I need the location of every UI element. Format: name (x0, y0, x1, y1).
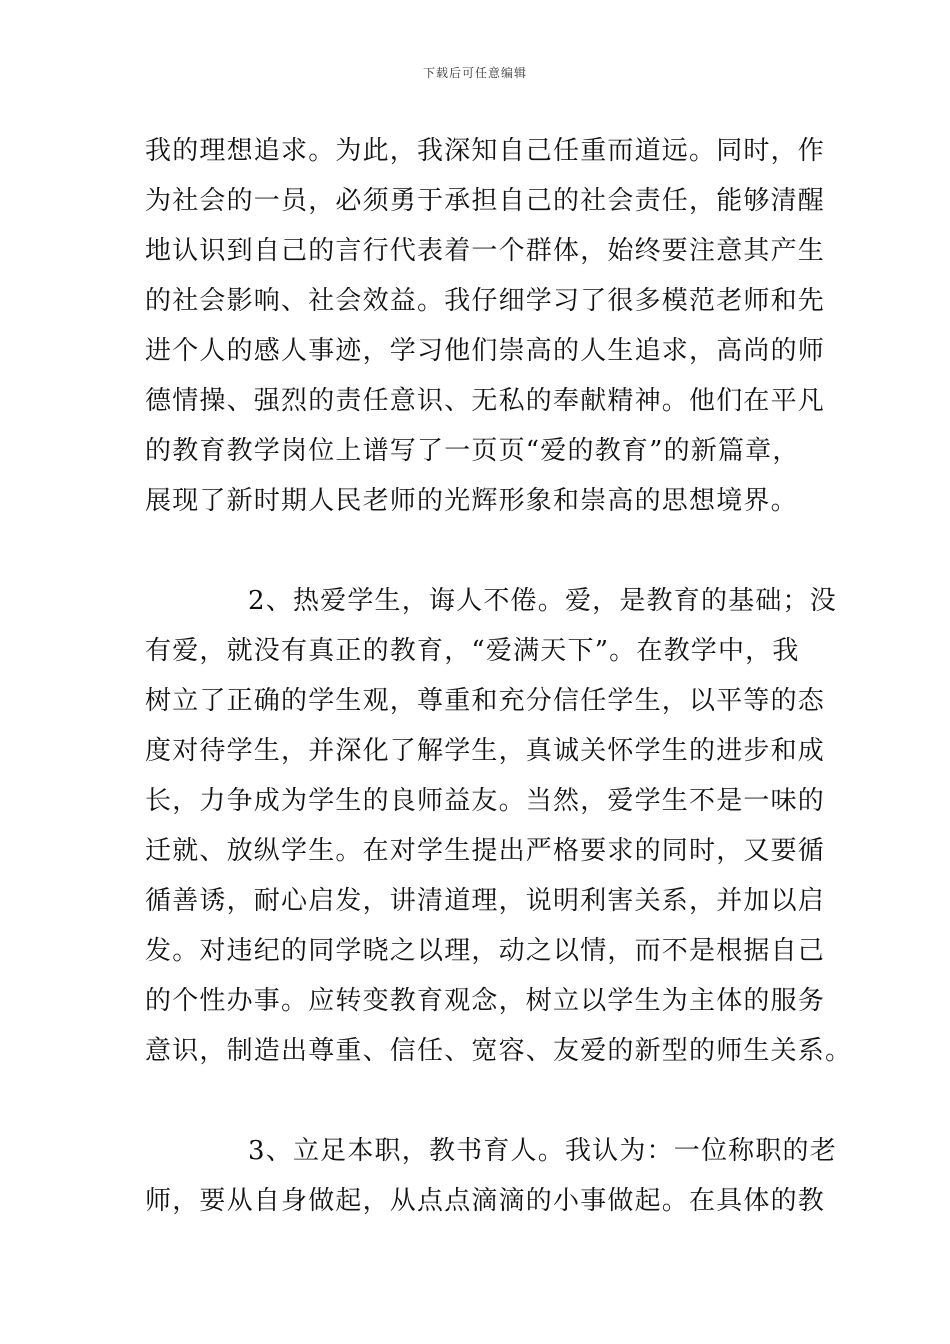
paragraph-3-line-2: 师，要从自身做起，从点点滴滴的小事做起。在具体的教 (145, 1186, 826, 1216)
paragraph-1-line-4: 的社会影响、社会效益。我仔细学习了很多模范老师和先 (145, 286, 826, 316)
paragraph-2-line-7: 循善诱，耐心启发，讲清道理，说明利害关系，并加以启 (145, 886, 826, 916)
paragraph-1-line-3: 地认识到自己的言行代表着一个群体，始终要注意其产生 (145, 236, 826, 266)
paragraph-2-line-10: 意识，制造出尊重、信任、宽容、友爱的新型的师生关系。 (145, 1036, 853, 1066)
paragraph-1-line-6: 德情操、强烈的责任意识、无私的奉献精神。他们在平凡 (145, 386, 826, 416)
paragraph-1-line-7: 的教育教学岗位上谱写了一页页“爱的教育”的新篇章， (145, 436, 800, 466)
page-header: 下载后可任意编辑 (422, 66, 527, 80)
paragraph-1-line-2: 为社会的一员，必须勇于承担自己的社会责任，能够清醒 (145, 186, 826, 216)
paragraph-2-line-1: 2、热爱学生，诲人不倦。爱，是教育的基础；没 (248, 586, 837, 616)
paragraph-2-line-4: 度对待学生，并深化了解学生，真诚关怀学生的进步和成 (145, 736, 826, 766)
paragraph-2-line-8: 发。对违纪的同学晓之以理，动之以情，而不是根据自己 (145, 936, 826, 966)
paragraph-1-line-8: 展现了新时期人民老师的光辉形象和崇高的思想境界。 (145, 486, 798, 516)
paragraph-3-line-1: 3、立足本职，教书育人。我认为：一位称职的老 (248, 1136, 837, 1166)
paragraph-2-line-5: 长，力争成为学生的良师益友。当然，爱学生不是一味的 (145, 786, 826, 816)
paragraph-1-line-1: 我的理想追求。为此，我深知自己任重而道远。同时，作 (145, 136, 826, 166)
paragraph-2-line-2: 有爱，就没有真正的教育，“爱满天下”。在教学中，我 (145, 636, 800, 666)
paragraph-2-line-3: 树立了正确的学生观，尊重和充分信任学生，以平等的态 (145, 686, 826, 716)
paragraph-2-line-9: 的个性办事。应转变教育观念，树立以学生为主体的服务 (145, 986, 826, 1016)
paragraph-1-line-5: 进个人的感人事迹，学习他们崇高的人生追求，高尚的师 (145, 336, 826, 366)
paragraph-2-line-6: 迁就、放纵学生。在对学生提出严格要求的同时，又要循 (145, 836, 826, 866)
